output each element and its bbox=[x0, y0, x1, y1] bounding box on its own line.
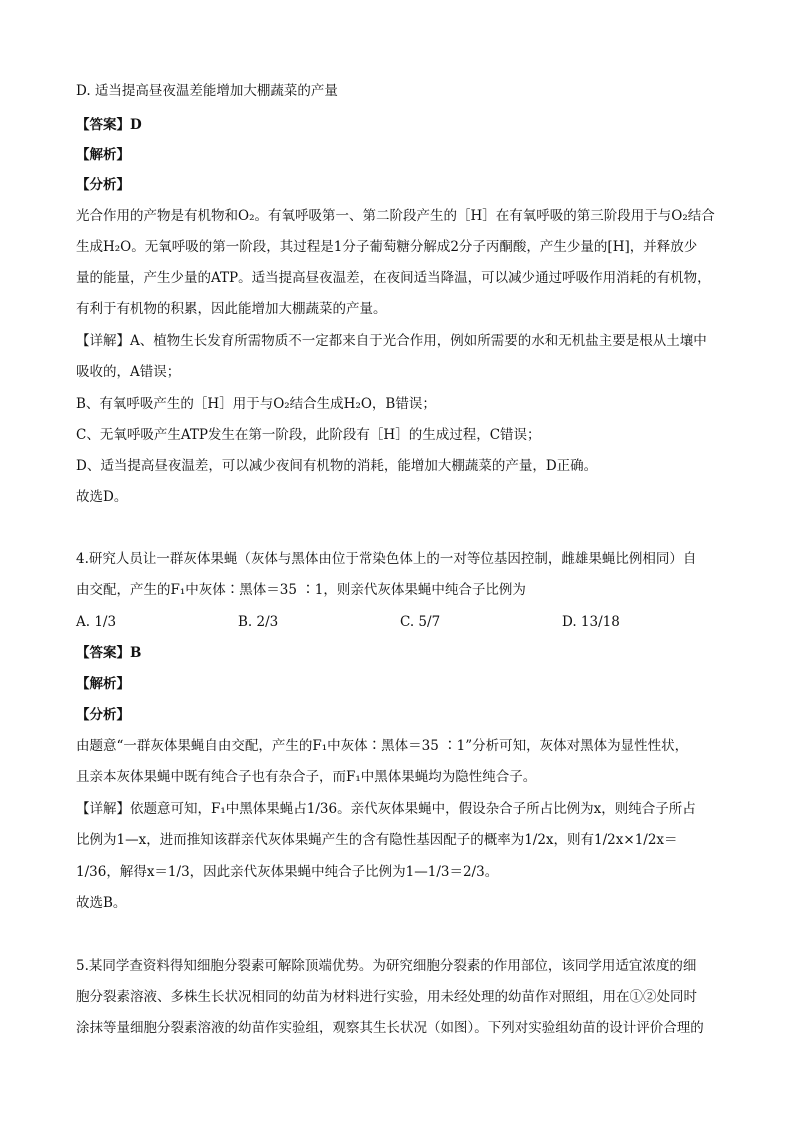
q3-detail-line: B、有氧呼吸产生的［H］用于与O₂结合生成H₂O，B错误； bbox=[76, 396, 436, 412]
q3-detail-line: 吸收的，A错误； bbox=[76, 364, 181, 380]
q5-stem-line: 5.某同学查资料得知细胞分裂素可解除顶端优势。为研究细胞分裂素的作用部位，该同学用适宜浓度的细 bbox=[76, 958, 697, 974]
q3-detail-line: 【详解】A、植物生长发育所需物质不一定都来自于光合作用，例如所需要的水和无机盐主要是根从土壤中 bbox=[76, 333, 707, 349]
q4-jiexi-heading: 【解析】 bbox=[76, 676, 130, 692]
q3-analysis-line: 有利于有机物的积累，因此能增加大棚蔬菜的产量。 bbox=[76, 301, 387, 317]
q3-answer: 【答案】D bbox=[76, 117, 142, 133]
q4-detail-line: 1/36，解得x＝1/3，因此亲代灰体果蝇中纯合子比例为1—1/3＝2/3。 bbox=[76, 864, 499, 880]
q3-option-d: D. 适当提高昼夜温差能增加大棚蔬菜的产量 bbox=[76, 83, 338, 99]
q4-answer: 【答案】B bbox=[76, 645, 142, 661]
q4-option-d: D. 13/18 bbox=[562, 614, 620, 630]
q4-option-a: A. 1/3 bbox=[76, 614, 117, 630]
q3-detail-line: C、无氧呼吸产生ATP发生在第一阶段，此阶段有［H］的生成过程，C错误； bbox=[76, 427, 541, 443]
q5-stem-line: 涂抹等量细胞分裂素溶液的幼苗作实验组，观察其生长状况（如图）。下列对实验组幼苗的设计评价合理的 bbox=[76, 1020, 704, 1036]
q4-stem-line: 由交配，产生的F₁中灰体∶黑体＝35 ∶1，则亲代灰体果蝇中纯合子比例为 bbox=[76, 582, 526, 598]
q3-detail-line: D、适当提高昼夜温差，可以减少夜间有机物的消耗，能增加大棚蔬菜的产量，D正确。 bbox=[76, 458, 598, 474]
q4-stem-line: 4.研究人员让一群灰体果蝇（灰体与黑体由位于常染色体上的一对等位基因控制，雌雄果蝇比例相同）自 bbox=[76, 551, 697, 567]
q3-fenxi-heading: 【分析】 bbox=[76, 177, 130, 193]
q5-stem-line: 胞分裂素溶液、多株生长状况相同的幼苗为材料进行实验，用未经处理的幼苗作对照组，用在①②处同时 bbox=[76, 989, 697, 1005]
q4-conclusion: 故选B。 bbox=[76, 895, 127, 911]
q4-analysis-line: 且亲本灰体果蝇中既有纯合子也有杂合子，而F₁中黑体果蝇均为隐性纯合子。 bbox=[76, 769, 537, 785]
q3-analysis-line: 光合作用的产物是有机物和O₂。有氧呼吸第一、第二阶段产生的［H］在有氧呼吸的第三阶段用于与O₂结合 bbox=[76, 208, 715, 224]
q3-conclusion: 故选D。 bbox=[76, 489, 128, 505]
q3-analysis-line: 生成H₂O。无氧呼吸的第一阶段，其过程是1分子葡萄糖分解成2分子丙酮酸，产生少量的[H]，并释放少 bbox=[76, 239, 698, 255]
q3-jiexi-heading: 【解析】 bbox=[76, 147, 130, 163]
q4-option-b: B. 2/3 bbox=[238, 614, 279, 630]
q4-fenxi-heading: 【分析】 bbox=[76, 707, 130, 723]
q4-detail-line: 比例为1—x，进而推知该群亲代灰体果蝇产生的含有隐性基因配子的概率为1/2x，则有1/2x×1/2x＝ bbox=[76, 832, 678, 848]
q4-detail-line: 【详解】依题意可知，F₁中黑体果蝇占1/36。亲代灰体果蝇中，假设杂合子所占比例为x，则纯合子所占 bbox=[76, 801, 696, 817]
q4-option-c: C. 5/7 bbox=[400, 614, 441, 630]
q4-analysis-line: 由题意“一群灰体果蝇自由交配，产生的F₁中灰体∶黑体＝35 ∶1”分析可知，灰体对黑体为显性性状， bbox=[76, 738, 689, 754]
q3-analysis-line: 量的能量，产生少量的ATP。适当提高昼夜温差，在夜间适当降温，可以减少通过呼吸作用消耗的有机物， bbox=[76, 270, 711, 286]
